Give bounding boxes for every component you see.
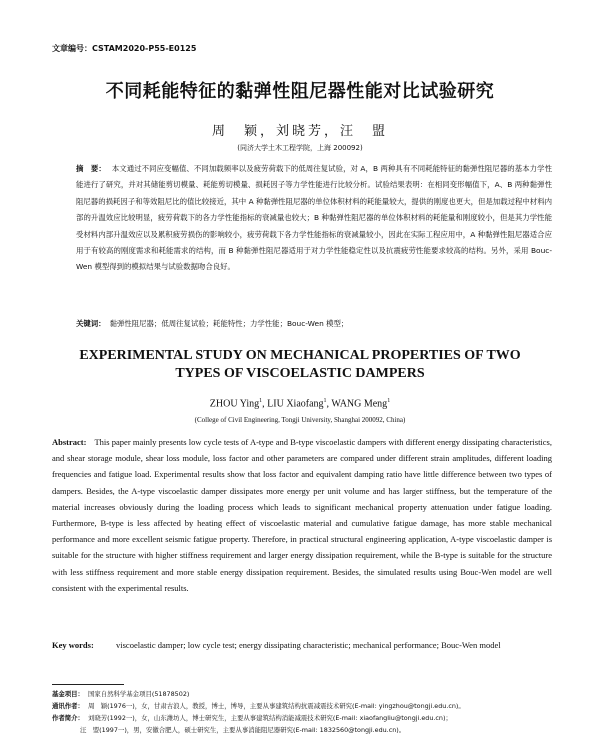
footnote-label: 作者简介： [52,714,84,722]
footnote-text: 汪 盟(1997一)，男，安徽合肥人，硕士研究生，主要从事消能阻尼器研究(E-mail: 1832560@tongji.edu.cn)。 [80,726,406,734]
english-abstract [52,434,552,596]
chinese-abstract-text: 本文通过不同应变幅值、不同加载频率以及疲劳荷载下的低周往复试验，对 A，B 两种具有不同耗能特征的黏弹性阻尼器的基本力学性能进行了研究，并对其储能剪切模量、耗能剪切模量、损耗因子等力学性能进行比较分析。试验结果表明：在相同变形幅值下，A、B 两种黏弹性阻尼器的损耗因子和等效阻尼比的值比较接近，其中 A 种黏弹性阻尼器的单位体积材料的耗能量较大，提供的刚度也更大，但是加载过程中材料内部的升温效应比较明显，疲劳荷载下的各力学性能指标的衰减量也较大；B 种黏弹性阻尼器的单位体积材料的耗能量和刚度较小，但是其力学性能受材料内部升温效应以及累积疲劳损伤的影响较小，疲劳荷载下各力学性能指标的衰减量较小，因此在实际工程应用中，A 种黏弹性阻尼器适合应用于有较高的刚度需求和耗能需求的结构，而 B 种黏弹性阻尼器适用于对力学性能稳定性以及抗震疲劳性能要求较高的结构。另外，采用 Bouc-Wen 模型得到的模拟结果与试验数据吻合良好。 [76,164,552,272]
footnote-fund [52,688,552,700]
english-affiliation: (College of Civil Engineering, Tongji University, Shanghai 200092, China) [194,416,406,424]
chinese-affiliation: (同济大学土木工程学院，上海 200092) [237,144,363,152]
footnote-text: 刘晓芳(1992一)，女，山东潍坊人，博士研究生，主要从事建筑结构消能减震技术研究(E-mail: xiaofangliu@tongji.edu.cn)； [87,714,452,722]
english-keywords-label: Key words: [52,640,94,650]
chinese-keywords [76,318,552,329]
english-title: EXPERIMENTAL STUDY ON MECHANICAL PROPERTIES OF TWO TYPES OF VISCOELASTIC DAMPERS [79,348,521,381]
chinese-authors: 周 颖，刘晓芳，汪 盟 [211,124,388,139]
author-affiliation-mark: 1 [387,398,391,404]
chinese-abstract [76,161,552,276]
chinese-abstract-label: 摘 要： [76,164,106,173]
footnote-label: 通讯作者： [52,702,84,710]
footnote-author-intro-continued [52,724,552,736]
footnote-text: 周 颖(1976一)，女，甘肃古浪人，教授，博士，博导，主要从事建筑结构抗震减震技术研究(E-mail: yingzhou@tongji.edu.cn)。 [87,702,465,710]
author-name: WANG Meng [331,398,388,410]
author-separator: , [326,398,332,410]
author-name: ZHOU Ying [209,398,260,410]
author-separator: , [262,398,268,410]
footnote-corresponding-author [52,700,552,712]
english-keywords [52,637,552,653]
footnote-author-intro [52,712,552,724]
footnote-text: 国家自然科学基金项目(51878502) [87,690,190,698]
author-name: LIU Xiaofang [267,398,324,410]
chinese-keywords-label: 关键词： [76,319,106,328]
footnote-label: 基金项目： [52,690,84,698]
footnote-divider [52,684,124,685]
author-affiliation-mark: 1 [323,398,327,404]
english-authors [0,398,600,409]
chinese-keywords-text: 黏弹性阻尼器；低周往复试验；耗能特性；力学性能；Bouc-Wen 模型； [109,319,349,328]
english-abstract-text: This paper mainly presents low cycle tests of A-type and B-type viscoelastic dampers with different energy dissipating characteristics, and shear storage module, shear loss module, loss factor and other parameters are compared under different strain amplitudes, different loading frequencies and fatigue load. Experimental results show that loss factor and equivalent damping ratio have little difference between two types of dampers. Besides, the A-type viscoelastic damper dissipates more energy per unit volume and has larger stiffness, but the temperature of the material increases obviously during the loading process which leads to significant mechanical property attenuation under fatigue loading. Furthermore, B-type is less affected by heating effect of viscoelastic material and cumulative fatigue damage, has more stable mechanical performance and more excellent seismic fatigue property. Therefore, in practical structural engineering application, A-type viscoelastic damper is suitable for the structure with higher stiffness requirement and larger energy dissipation requirement, while the B-type is suitable for the structure with less stiffness requirement and more stable energy dissipation requirement. Besides, the simulated results using Bouc-Wen model are well consistent with the experimental results. [52,437,552,593]
article-number: 文章编号：CSTAM2020-P55-E0125 [52,44,197,53]
english-keywords-text: viscoelastic damper; low cycle test; energy dissipating characteristic; mechanical performance; Bouc-Wen model [116,640,501,650]
english-abstract-label: Abstract: [52,437,87,447]
chinese-title: 不同耗能特征的黏弹性阻尼器性能对比试验研究 [105,81,495,102]
author-affiliation-mark: 1 [259,398,263,404]
